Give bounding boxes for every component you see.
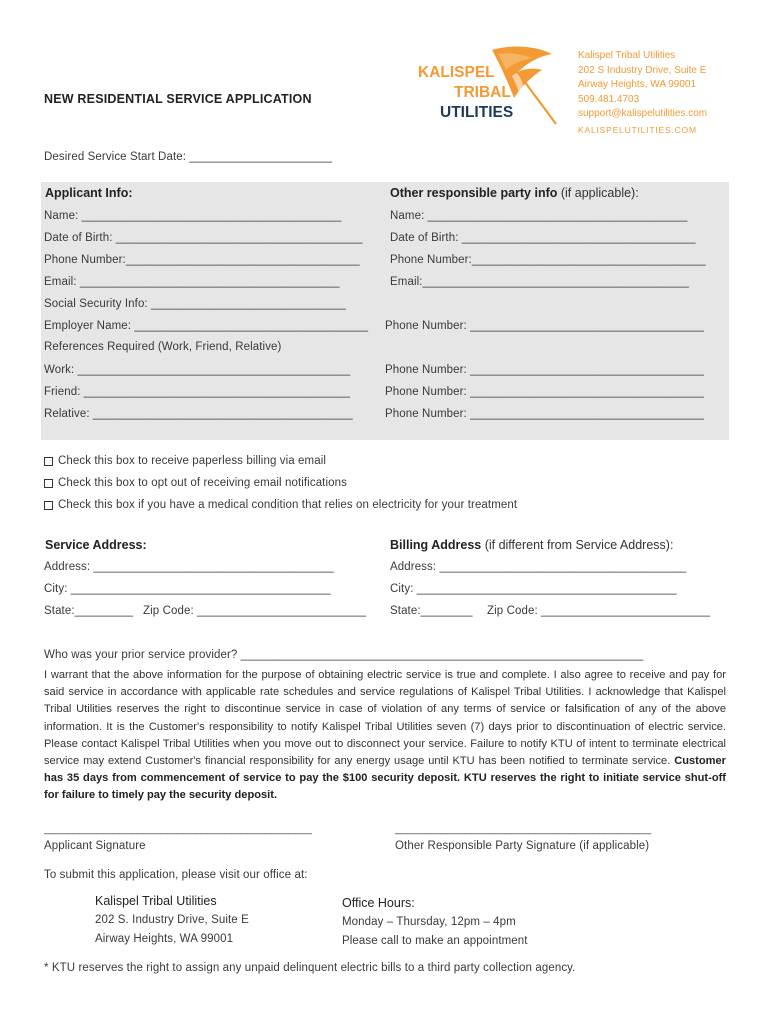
service-state-field[interactable]: State:_________ — [44, 605, 134, 617]
paperless-billing-checkbox[interactable] — [44, 457, 53, 466]
contact-phone: 509.481.4703 — [578, 93, 640, 105]
contact-block — [578, 49, 707, 122]
office-street: 202 S. Industry Drive, Suite E — [95, 914, 249, 926]
medical-condition-checkbox[interactable] — [44, 501, 53, 510]
other-name-field[interactable]: Name: ________________________________________ — [390, 210, 688, 222]
logo-line-2: TRIBAL — [454, 84, 511, 101]
office-hours: Monday – Thursday, 12pm – 4pm — [342, 916, 516, 928]
applicant-phone-field[interactable]: Phone Number:____________________________________ — [44, 254, 360, 266]
other-phone-field[interactable]: Phone Number:____________________________________ — [390, 254, 706, 266]
reference-work-phone-field[interactable]: Phone Number: ____________________________________ — [385, 364, 704, 376]
reference-relative-field[interactable]: Relative: ________________________________________ — [44, 408, 353, 420]
other-signature-line[interactable]: ____________________________________________ — [395, 823, 651, 835]
applicant-heading: Applicant Info: — [45, 186, 133, 200]
other-party-heading — [390, 186, 639, 200]
contact-org: Kalispel Tribal Utilities — [578, 50, 676, 61]
applicant-signature-line[interactable]: ______________________________________________ — [44, 823, 312, 835]
applicant-name-field[interactable]: Name: ________________________________________ — [44, 210, 342, 222]
footnote: * KTU reserves the right to assign any unpaid delinquent electric bills to a third party collection agency. — [44, 962, 576, 974]
logo-line-3: UTILITIES — [440, 104, 514, 121]
office-name: Kalispel Tribal Utilities — [95, 894, 217, 908]
service-address-field[interactable]: Address: _____________________________________ — [44, 561, 334, 573]
applicant-ssn-field[interactable]: Social Security Info: ______________________________ — [44, 298, 346, 310]
applicant-email-field[interactable]: Email: ________________________________________ — [44, 276, 340, 288]
kalispel-logo — [414, 42, 564, 126]
prior-provider-field[interactable]: Who was your prior service provider? ______________________________________________________________ — [44, 649, 644, 661]
reference-friend-field[interactable]: Friend: _________________________________________ — [44, 386, 351, 398]
contact-email[interactable]: support@kalispelutilities.com — [578, 108, 708, 120]
service-city-field[interactable]: City: ________________________________________ — [44, 583, 331, 595]
references-heading: References Required (Work, Friend, Relative) — [44, 341, 282, 353]
other-dob-field[interactable]: Date of Birth: ____________________________________ — [390, 232, 696, 244]
agreement-deposit-notice: Customer has 35 days from commencement of service to pay the $100 security deposit. KTU reserves the right to initiate service shut-off for failure to timely pay the security deposit. — [44, 755, 726, 802]
agreement-text: I warrant that the above information for the purpose of obtaining electric service is true and complete. I also agree to receive and pay for said service in accordance with applicable rate schedules and service regulations of Kalispel Tribal Utilities. I acknowledge that Kalispel Tribal Utilities reserves the right to discontinue service in case of violation of any terms of service or falsification of any of the above information. It is the Customer's responsibility to notify Kalispel Tribal Utilities seven (7) days prior to discontinuation of electric service. Please contact Kalispel Tribal Utilities when you move out to disconnect your service. Failure to notify KTU of intent to terminate electrical service may extend Customer's financial responsibility for any energy usage until KTU has been notified to terminate service. — [44, 669, 726, 768]
paperless-billing-option[interactable] — [44, 455, 326, 467]
applicant-signature-label: Applicant Signature — [44, 840, 146, 852]
billing-zip-field[interactable]: Zip Code: __________________________ — [487, 605, 710, 617]
submit-intro: To submit this application, please visit our office at: — [44, 869, 308, 881]
agreement-paragraph — [44, 667, 726, 805]
reference-work-field[interactable]: Work: __________________________________________ — [44, 364, 351, 376]
service-zip-field[interactable]: Zip Code: __________________________ — [143, 605, 366, 617]
billing-city-field[interactable]: City: ________________________________________ — [390, 583, 677, 595]
billing-address-field[interactable]: Address: ______________________________________ — [390, 561, 687, 573]
billing-address-heading — [390, 538, 673, 552]
applicant-employer-field[interactable]: Employer Name: ____________________________________ — [44, 320, 369, 332]
email-optout-option[interactable] — [44, 477, 347, 489]
billing-state-field[interactable]: State:________ — [390, 605, 473, 617]
employer-phone-field[interactable]: Phone Number: ____________________________________ — [385, 320, 704, 332]
start-date-field[interactable]: Desired Service Start Date: ______________________ — [44, 151, 333, 163]
other-party-heading-note: (if applicable): — [557, 186, 639, 200]
office-city: Airway Heights, WA 99001 — [95, 933, 234, 945]
reference-relative-phone-field[interactable]: Phone Number: ____________________________________ — [385, 408, 704, 420]
service-address-heading: Service Address: — [45, 538, 147, 552]
other-party-heading-text: Other responsible party info — [390, 186, 558, 200]
office-hours-note: Please call to make an appointment — [342, 935, 528, 947]
billing-address-heading-note: (if different from Service Address): — [481, 538, 674, 552]
email-optout-label: Check this box to opt out of receiving email notifications — [58, 477, 347, 489]
document-title: NEW RESIDENTIAL SERVICE APPLICATION — [44, 92, 312, 106]
contact-website[interactable]: KALISPELUTILITIES.COM — [578, 125, 697, 135]
other-signature-label: Other Responsible Party Signature (if applicable) — [395, 840, 650, 852]
billing-address-heading-text: Billing Address — [390, 538, 482, 552]
medical-condition-label: Check this box if you have a medical condition that relies on electricity for your treatment — [58, 499, 518, 511]
contact-city: Airway Heights, WA 99001 — [578, 79, 697, 91]
medical-condition-option[interactable] — [44, 499, 517, 511]
paperless-billing-label: Check this box to receive paperless billing via email — [58, 455, 327, 467]
email-optout-checkbox[interactable] — [44, 479, 53, 488]
reference-friend-phone-field[interactable]: Phone Number: ____________________________________ — [385, 386, 704, 398]
logo-line-1: KALISPEL — [418, 64, 495, 81]
contact-street: 202 S Industry Drive, Suite E — [578, 64, 707, 76]
other-email-field[interactable]: Email:_________________________________________ — [390, 276, 689, 288]
applicant-dob-field[interactable]: Date of Birth: ______________________________________ — [44, 232, 363, 244]
office-hours-heading: Office Hours: — [342, 896, 415, 910]
